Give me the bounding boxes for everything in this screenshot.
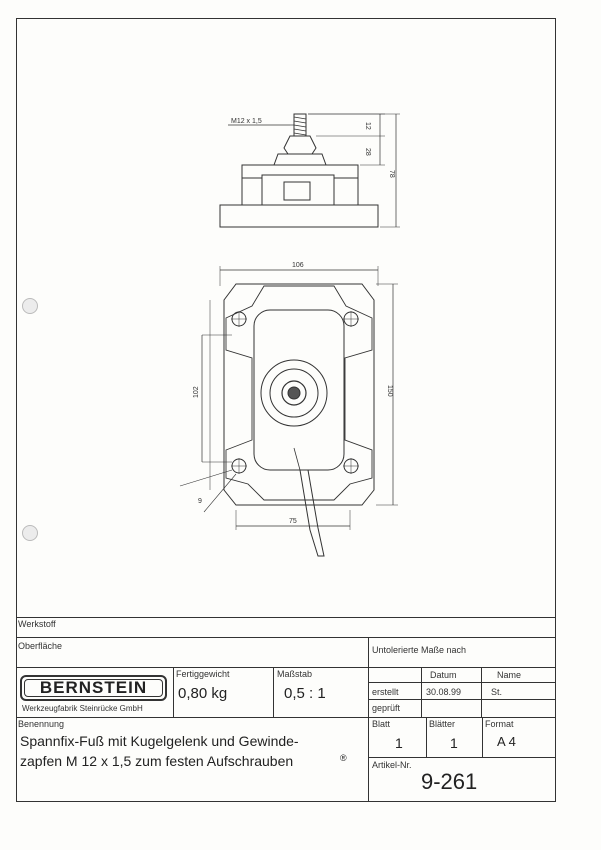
format-label: Format bbox=[485, 719, 514, 729]
dim-thread-label: M12 x 1,5 bbox=[231, 118, 262, 125]
registered-mark: ® bbox=[340, 753, 347, 763]
dim-150-label: 150 bbox=[386, 385, 393, 397]
werkstoff-label: Werkstoff bbox=[18, 619, 56, 629]
datum-label: Datum bbox=[430, 670, 457, 680]
scale-label: Maßstab bbox=[277, 669, 313, 679]
artikel-value: 9-261 bbox=[421, 769, 478, 794]
title-line2: zapfen M 12 x 1,5 zum festen Aufschrauben bbox=[20, 753, 294, 769]
blatt-value: 1 bbox=[395, 735, 403, 751]
dim-12-label: 12 bbox=[364, 122, 371, 130]
ball-joint bbox=[284, 136, 316, 154]
oberflaeche-label: Oberfläche bbox=[18, 641, 63, 651]
title-line1: Spannfix-Fuß mit Kugelgelenk und Gewinde- bbox=[20, 733, 299, 749]
scale-value: 0,5 : 1 bbox=[284, 685, 326, 702]
blaetter-value: 1 bbox=[450, 735, 458, 751]
format-value: A 4 bbox=[497, 734, 516, 749]
geprueft-label: geprüft bbox=[372, 703, 401, 713]
side-view bbox=[220, 114, 400, 227]
company-name: Werkzeugfabrik Steinrücke GmbH bbox=[22, 704, 143, 713]
top-view bbox=[180, 266, 398, 556]
toleranz-label: Untolerierte Maße nach bbox=[372, 645, 467, 655]
base-plate bbox=[220, 205, 378, 227]
blaetter-label: Blätter bbox=[429, 719, 456, 729]
title-block bbox=[16, 617, 556, 802]
clamp-lever bbox=[300, 470, 324, 556]
dim-28-label: 28 bbox=[364, 148, 371, 156]
blatt-label: Blatt bbox=[372, 719, 391, 729]
dim-9-label: 9 bbox=[198, 498, 202, 505]
erstellt-label: erstellt bbox=[372, 687, 399, 697]
benennung-label: Benennung bbox=[18, 719, 65, 729]
dim-106-label: 106 bbox=[292, 262, 304, 269]
dim-78-label: 78 bbox=[388, 170, 395, 178]
artikel-label: Artikel-Nr. bbox=[372, 760, 412, 770]
erstellt-name: St. bbox=[491, 687, 503, 697]
logo-text: BERNSTEIN bbox=[39, 678, 148, 697]
dim-102-label: 102 bbox=[193, 386, 200, 398]
weight-value: 0,80 kg bbox=[178, 685, 228, 702]
side-body bbox=[242, 165, 358, 205]
dim-75-label: 75 bbox=[289, 518, 297, 525]
weight-label: Fertiggewicht bbox=[176, 669, 230, 679]
name-label: Name bbox=[497, 670, 522, 680]
erstellt-date: 30.08.99 bbox=[426, 687, 462, 697]
bernstein-logo bbox=[20, 675, 167, 701]
